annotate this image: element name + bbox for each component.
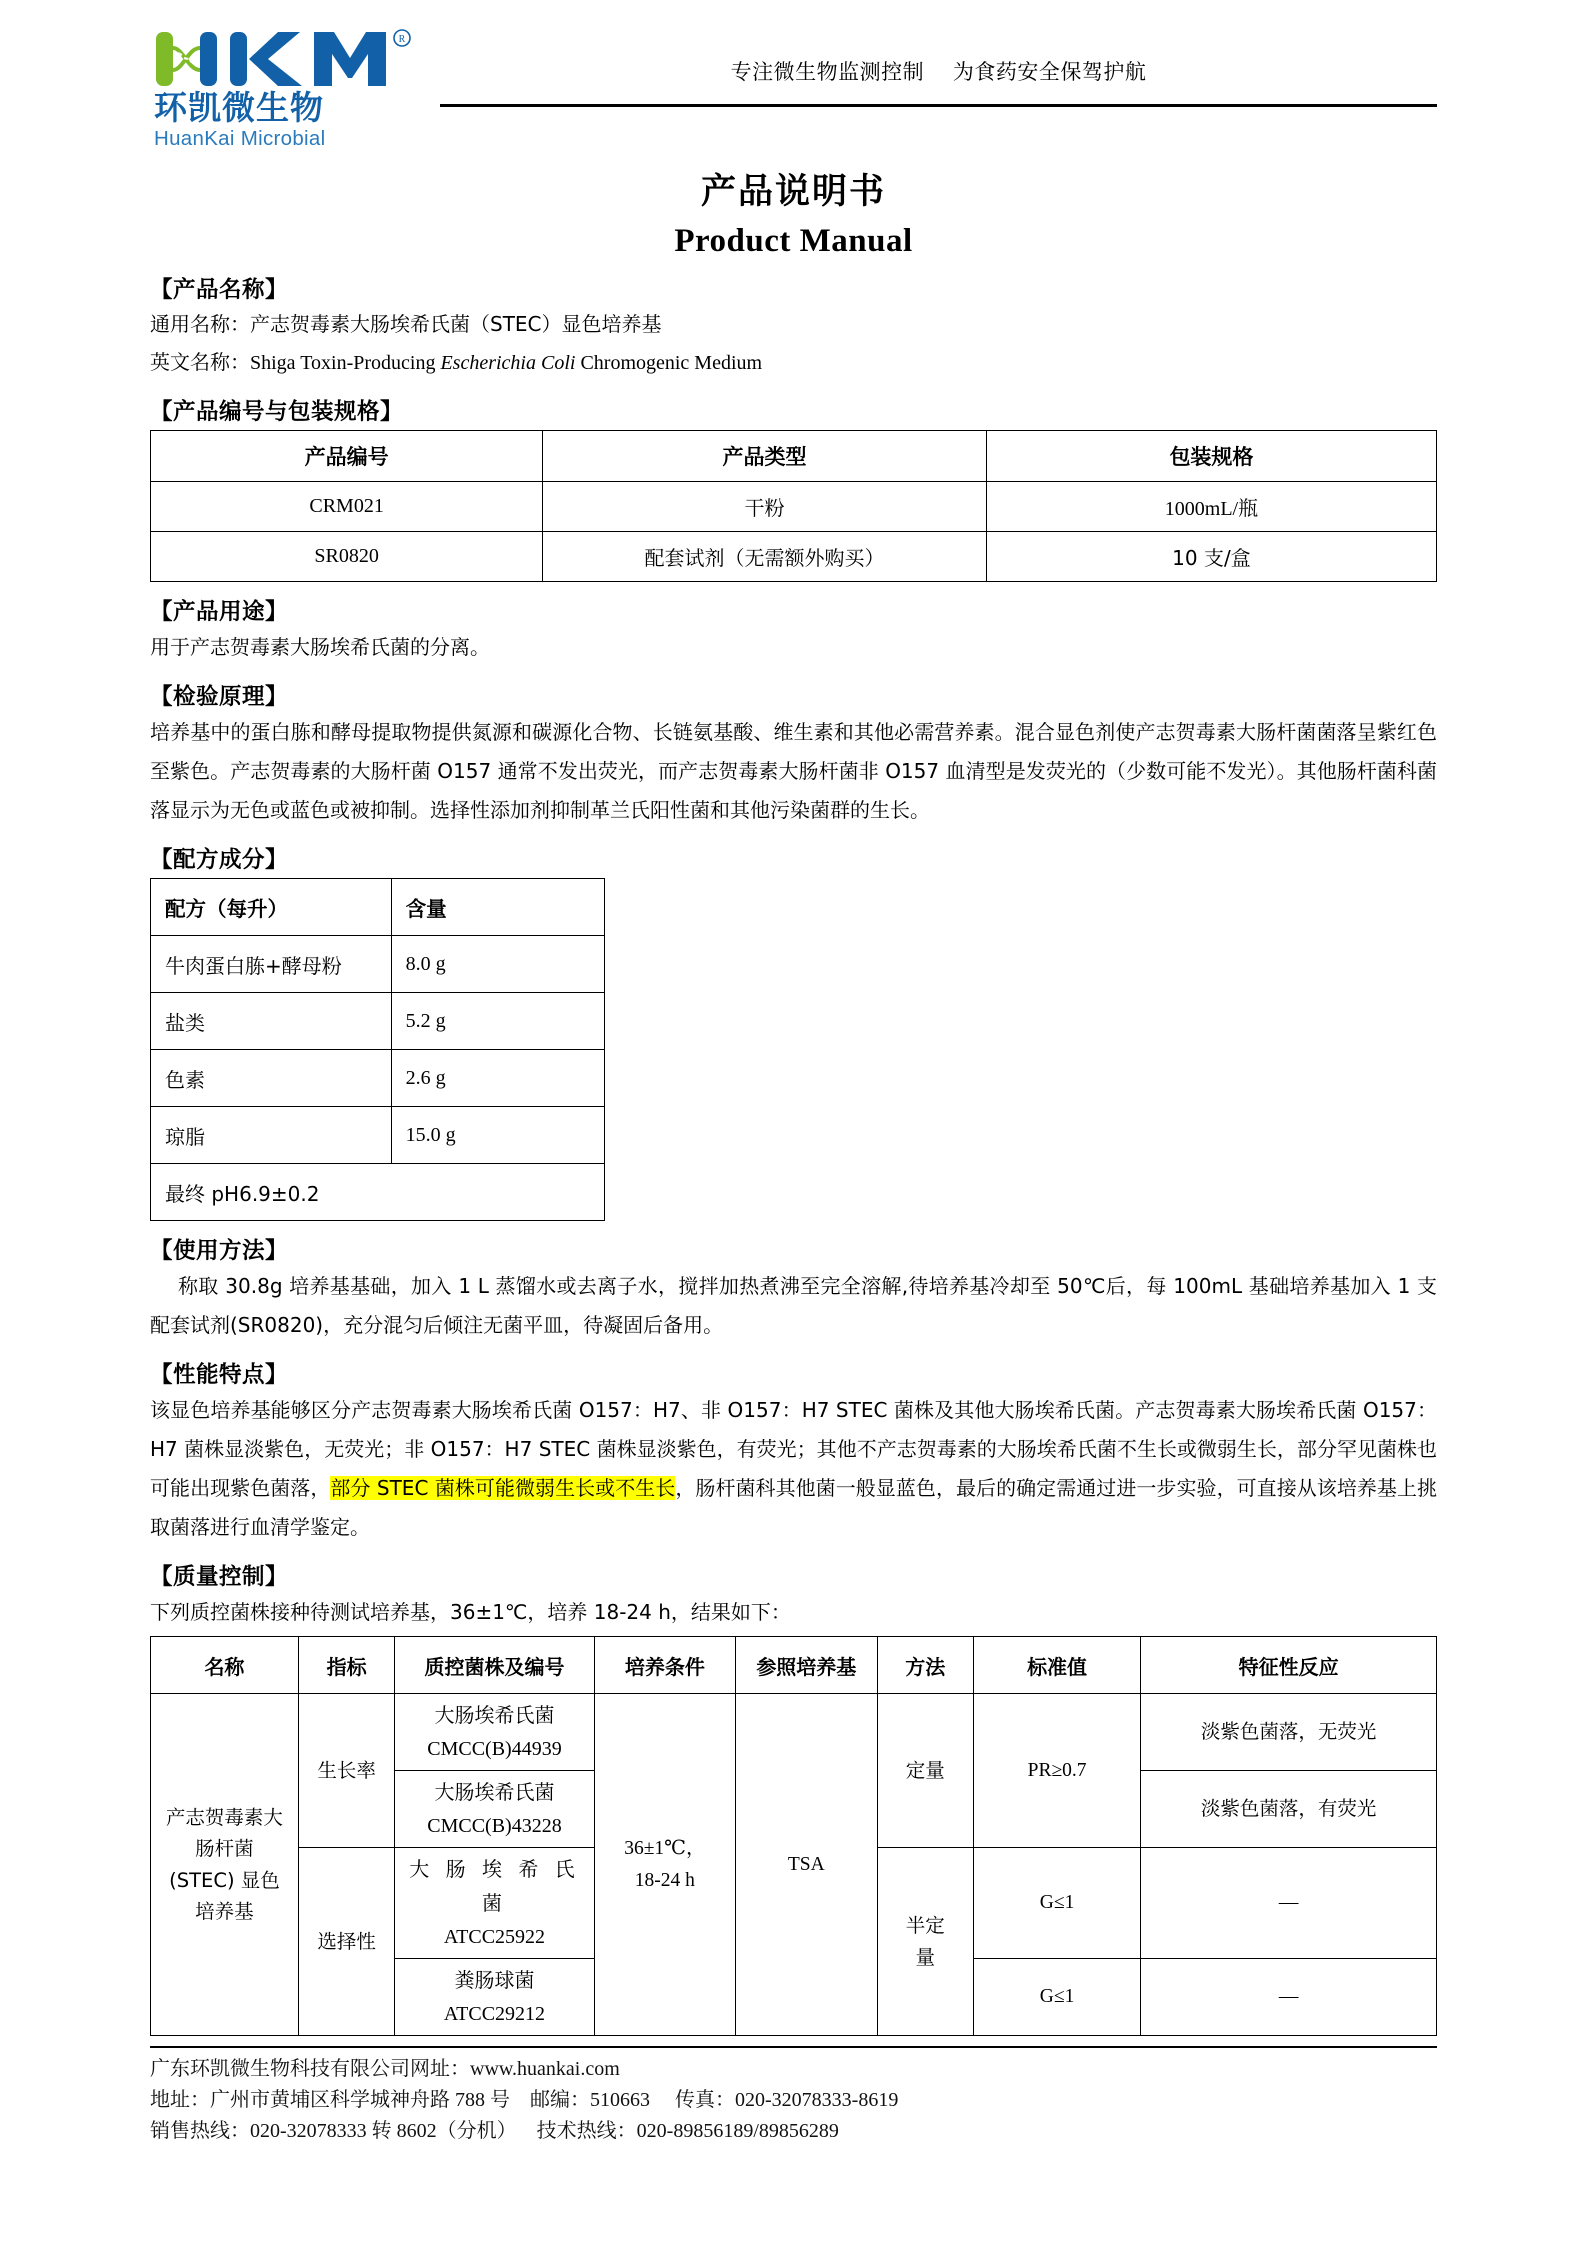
formula-cell-ph: 最终 pH6.9±0.2 — [151, 1164, 605, 1221]
header-tagline-wrap — [440, 56, 1437, 86]
performance-highlight: 部分 STEC 菌株可能微弱生长或不生长 — [330, 1476, 676, 1500]
table-row — [151, 1107, 605, 1164]
qc-strain-code: ATCC25922 — [443, 1926, 546, 1948]
formula-cell-name: 琼脂 — [151, 1107, 392, 1164]
qc-cell-strain — [395, 1771, 594, 1848]
spec-cell-code: CRM021 — [151, 482, 543, 532]
footer-divider — [150, 2046, 1437, 2048]
section-heading-product-name: 【产品名称】 — [150, 277, 289, 303]
qc-cell-standard-value: PR≥0.7 — [973, 1694, 1140, 1848]
formula-cell-name: 盐类 — [151, 993, 392, 1050]
section-heading-performance: 【性能特点】 — [150, 1362, 289, 1388]
qc-col-name: 名称 — [151, 1637, 299, 1694]
purpose-text: 用于产志贺毒素大肠埃希氏菌的分离。 — [150, 635, 490, 659]
qc-cell-strain — [395, 1959, 594, 2036]
qc-col-method: 方法 — [877, 1637, 973, 1694]
qc-cell-product-name — [151, 1694, 299, 2036]
spec-cell-type: 干粉 — [543, 482, 987, 532]
qc-method-line2: 量 — [915, 1945, 936, 1969]
spec-col-package-size: 包装规格 — [986, 431, 1436, 482]
qc-cell-strain — [395, 1694, 594, 1771]
formula-cell-amount: 8.0 g — [391, 936, 604, 993]
qc-strain-code: ATCC29212 — [443, 2003, 546, 2025]
section-heading-usage: 【使用方法】 — [150, 1238, 289, 1264]
page-title-english: Product Manual — [674, 223, 913, 259]
qc-strain-name: 大肠埃希氏菌 — [434, 1780, 555, 1804]
qc-strain-code: CMCC(B)43228 — [427, 1815, 562, 1837]
qc-cell-method-quantitative: 定量 — [877, 1694, 973, 1848]
qc-col-reference: 参照培养基 — [736, 1637, 877, 1694]
performance-text — [150, 1391, 1437, 1547]
qc-col-condition: 培养条件 — [594, 1637, 735, 1694]
generic-name-value: 产志贺毒素大肠埃希氏菌（STEC）显色培养基 — [250, 312, 662, 336]
performance-text-part2: ，肠杆菌科其他菌一般显蓝色，最后的确定需通过进一步实验，可直接从该培养基上挑取菌落进行血清学鉴定。 — [150, 1476, 1438, 1539]
qc-method-line1: 半定 — [905, 1914, 945, 1938]
qc-col-standard: 标准值 — [973, 1637, 1140, 1694]
qc-cell-strain — [395, 1848, 594, 1959]
section-heading-quality-control: 【质量控制】 — [150, 1564, 289, 1590]
section-heading-purpose: 【产品用途】 — [150, 599, 289, 625]
qc-col-indicator: 指标 — [298, 1637, 394, 1694]
qc-cell-reaction: 淡紫色菌落，有荧光 — [1141, 1771, 1437, 1848]
english-name-value-italic: Escherichia Coli — [440, 352, 576, 374]
qc-cell-culture-condition — [594, 1694, 735, 2036]
page-title-chinese: 产品说明书 — [700, 172, 886, 212]
qc-strain-code: CMCC(B)44939 — [427, 1738, 562, 1760]
section-heading-spec: 【产品编号与包装规格】 — [150, 399, 404, 425]
spec-table-header-row — [151, 431, 1437, 482]
footer-address-line: 地址：广州市黄埔区科学城神舟路 788 号 邮编：510663 传真：020-32078333-8619 — [150, 2089, 899, 2111]
svg-text:R: R — [398, 34, 406, 45]
formula-cell-name: 牛肉蛋白胨+酵母粉 — [151, 936, 392, 993]
table-row — [151, 532, 1437, 582]
spec-col-product-code: 产品编号 — [151, 431, 543, 482]
quality-control-table — [150, 1636, 1437, 2036]
qc-cell-reaction: — — [1141, 1959, 1437, 2036]
formula-cell-name: 色素 — [151, 1050, 392, 1107]
table-row — [151, 1694, 1437, 1771]
quality-control-intro: 下列质控菌株接种待测试培养基，36±1℃，培养 18-24 h，结果如下： — [150, 1600, 791, 1624]
qc-product-line: 肠杆菌 — [195, 1837, 254, 1861]
hkm-logo-icon — [154, 28, 422, 90]
qc-cell-reference-medium: TSA — [736, 1694, 877, 2036]
qc-table-header-row — [151, 1637, 1437, 1694]
page-footer — [150, 2054, 1437, 2147]
footer-company-website: 广东环凯微生物科技有限公司网址：www.huankai.com — [150, 2058, 620, 2080]
logo-chinese-name: 环凯微生物 — [154, 88, 324, 127]
qc-strain-name: 粪肠球菌 — [454, 1968, 535, 1992]
table-row — [151, 936, 605, 993]
qc-cell-standard-value: G≤1 — [973, 1848, 1140, 1959]
table-row — [151, 482, 1437, 532]
usage-text: 称取 30.8g 培养基基础，加入 1 L 蒸馏水或去离子水，搅拌加热煮沸至完全溶解,待培养基冷却至 50℃后，每 100mL 基础培养基加入 1 支配套试剂(SR0820)，充分混匀后倾注无菌平皿，待凝固后备用。 — [150, 1274, 1437, 1337]
formula-table — [150, 878, 605, 1221]
section-heading-formula: 【配方成分】 — [150, 847, 289, 873]
qc-strain-name: 大 肠 埃 希 氏 菌 — [409, 1857, 580, 1915]
formula-cell-amount: 15.0 g — [391, 1107, 604, 1164]
logo-english-name: HuanKai Microbial — [154, 126, 326, 150]
section-heading-principle: 【检验原理】 — [150, 684, 289, 710]
qc-cell-indicator-selectivity: 选择性 — [298, 1848, 394, 2036]
formula-col-amount: 含量 — [391, 879, 604, 936]
table-row — [151, 1050, 605, 1107]
qc-strain-name: 大肠埃希氏菌 — [434, 1703, 555, 1727]
spec-col-product-type: 产品类型 — [543, 431, 987, 482]
formula-col-name: 配方（每升） — [151, 879, 392, 936]
qc-cell-reaction: — — [1141, 1848, 1437, 1959]
generic-name-row — [150, 306, 1437, 343]
formula-cell-amount: 5.2 g — [391, 993, 604, 1050]
company-logo — [154, 28, 426, 150]
english-name-label: 英文名称： — [150, 350, 250, 374]
spec-cell-code: SR0820 — [151, 532, 543, 582]
qc-cell-indicator-growth: 生长率 — [298, 1694, 394, 1848]
table-row — [151, 1164, 605, 1221]
english-name-value-post: Chromogenic Medium — [575, 352, 763, 374]
qc-condition-line1: 36±1℃， — [624, 1838, 706, 1860]
formula-cell-amount: 2.6 g — [391, 1050, 604, 1107]
header-divider — [440, 104, 1437, 107]
english-name-row — [150, 344, 1437, 382]
qc-product-line: (STEC) 显色 — [169, 1868, 280, 1892]
spec-table — [150, 430, 1437, 582]
qc-condition-line2: 18-24 h — [634, 1869, 695, 1891]
generic-name-label: 通用名称： — [150, 312, 250, 336]
qc-col-reaction: 特征性反应 — [1141, 1637, 1437, 1694]
table-row — [151, 993, 605, 1050]
qc-product-line: 培养基 — [195, 1899, 254, 1923]
footer-hotline-line: 销售热线：020-32078333 转 8602（分机） 技术热线：020-89856189/89856289 — [150, 2120, 839, 2142]
qc-cell-standard-value: G≤1 — [973, 1959, 1140, 2036]
qc-product-line: 产志贺毒素大 — [165, 1806, 283, 1830]
spec-cell-package: 1000mL/瓶 — [986, 482, 1436, 532]
qc-cell-reaction: 淡紫色菌落，无荧光 — [1141, 1694, 1437, 1771]
spec-cell-package: 10 支/盒 — [986, 532, 1436, 582]
formula-table-header-row — [151, 879, 605, 936]
principle-text: 培养基中的蛋白胨和酵母提取物提供氮源和碳源化合物、长链氨基酸、维生素和其他必需营养素。混合显色剂使产志贺毒素大肠杆菌菌落呈紫红色至紫色。产志贺毒素的大肠杆菌 O157 通常不发出荧光，而产志贺毒素大肠杆菌非 O157 血清型是发荧光的（少数可能不发光）。其他肠杆菌科菌落显示为无色或蓝色或被抑制。选择性添加剂抑制革兰氏阳性菌和其他污染菌群的生长。 — [150, 720, 1437, 822]
qc-cell-method-semiquantitative — [877, 1848, 973, 2036]
english-name-value-pre: Shiga Toxin-Producing — [250, 352, 441, 374]
page-header — [150, 26, 1437, 150]
qc-col-strain: 质控菌株及编号 — [395, 1637, 594, 1694]
spec-cell-type: 配套试剂（无需额外购买） — [543, 532, 987, 582]
header-tagline: 专注微生物监测控制 为食药安全保驾护航 — [730, 60, 1147, 84]
performance-text-part1: 该显色培养基能够区分产志贺毒素大肠埃希氏菌 O157：H7、非 O157：H7 STEC 菌株及其他大肠埃希氏菌。产志贺毒素大肠埃希氏菌 O157：H7 菌株显淡紫色，无荧光；非 O157：H7 STEC 菌株显淡紫色，有荧光；其他不产志贺毒素的大肠埃希氏菌不生长或微弱生长，部分罕见菌株也可能出现紫色菌落， — [150, 1398, 1437, 1500]
